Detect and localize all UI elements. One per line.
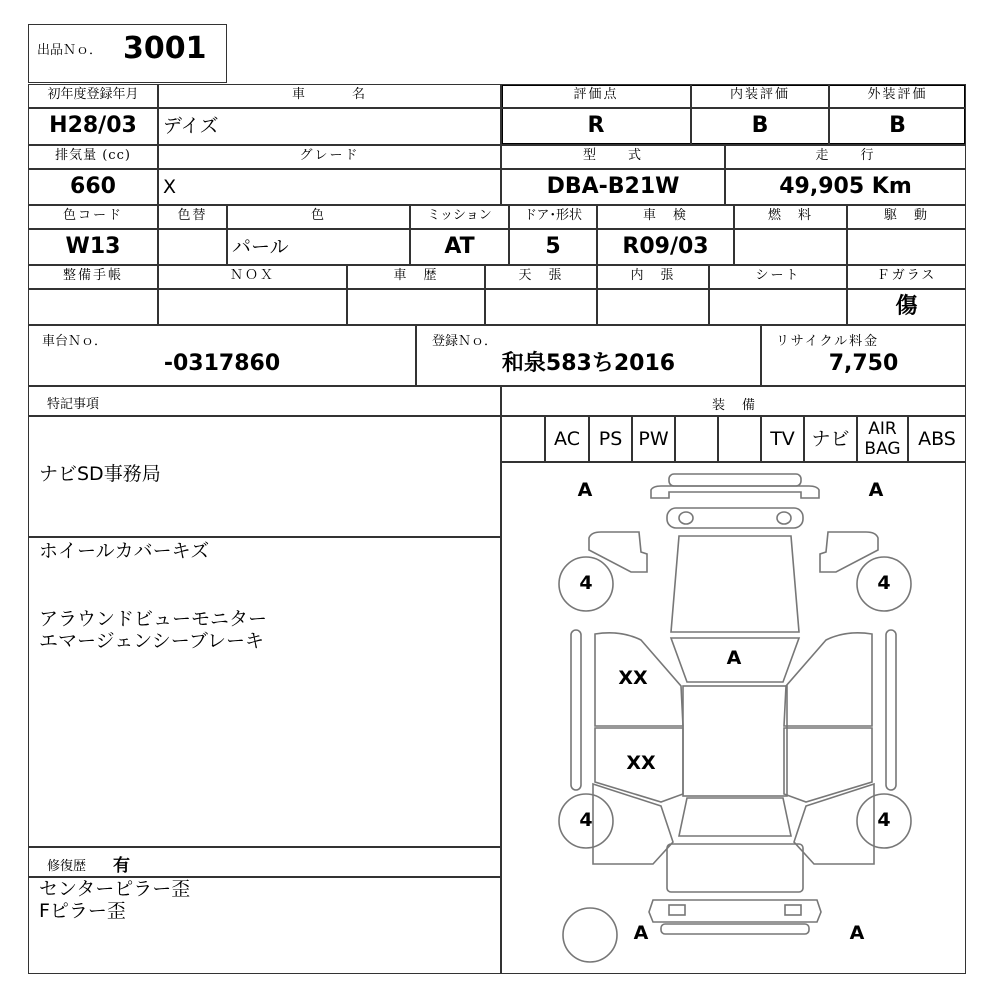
grade-value: X: [158, 169, 501, 205]
door-value: 5: [509, 229, 597, 265]
seat-label: シート: [709, 265, 847, 289]
roof-value: [485, 289, 597, 325]
equipment-label: 装 備: [711, 398, 757, 413]
mark-front-door: XX: [618, 667, 648, 689]
front-bumper-outline: [651, 486, 819, 498]
seat-value: [709, 289, 847, 325]
color-change-label: 色替: [158, 205, 227, 229]
fuel-label: 燃 料: [734, 205, 847, 229]
mileage-label: 走 行: [725, 145, 966, 169]
model-label: 型 式: [501, 145, 725, 169]
equipment-item: ナビ: [804, 416, 857, 462]
interior-score-label: 内装評価: [691, 84, 829, 108]
front-bumper: [669, 474, 801, 486]
history-label: 車 歴: [347, 265, 485, 289]
notes-box-2: [28, 537, 501, 847]
interior-trim-value: [597, 289, 709, 325]
drive-label: 駆 動: [847, 205, 966, 229]
right-rear-door: [784, 728, 872, 802]
color-code-value: W13: [28, 229, 158, 265]
equipment-item: AC: [545, 416, 589, 462]
chassis-label: 車台Ｎｏ．: [42, 334, 108, 349]
repair-header: [28, 847, 501, 877]
f-glass-label: Ｆガラス: [847, 265, 966, 289]
note-line: ナビSD事務局: [39, 463, 161, 485]
right-rear-fender: [794, 784, 874, 864]
hood: [671, 536, 799, 632]
mark-hood: A: [726, 647, 742, 669]
equipment-item: [718, 416, 761, 462]
equipment-item: PS: [589, 416, 632, 462]
notes-label: 特記事項: [47, 397, 100, 412]
right-front-door: [784, 633, 872, 726]
front-grille: [667, 508, 803, 528]
car-name-label: 車 名: [158, 84, 501, 108]
front-grille-emblem-l: [679, 512, 693, 524]
note-line: アラウンドビューモニター: [39, 608, 268, 630]
equipment-header: [501, 386, 966, 416]
notes-header: [28, 386, 501, 416]
tire-rear-left: 4: [579, 809, 593, 831]
mark-front-right: A: [868, 479, 884, 501]
exterior-score-value: B: [829, 108, 966, 145]
note-line: ホイールカバーキズ: [39, 540, 210, 562]
nox-label: ＮＯＸ: [158, 265, 347, 289]
inspection-label: 車 検: [597, 205, 734, 229]
fuel-value: [734, 229, 847, 265]
note-line: エマージェンシーブレーキ: [39, 630, 265, 652]
lot-number-box: [28, 24, 227, 83]
right-front-fender: [820, 532, 878, 572]
color-value: パール: [227, 229, 410, 265]
lot-label: 出品Ｎｏ．: [37, 43, 103, 58]
exterior-score-label: 外装評価: [829, 84, 966, 108]
reg-no-value: 和泉583ち2016: [501, 351, 676, 376]
right-mirror: [886, 630, 896, 790]
repair-value: 有: [113, 856, 130, 876]
displacement-value: 660: [28, 169, 158, 205]
color-change-value: [158, 229, 227, 265]
interior-score-value: B: [691, 108, 829, 145]
repair-line: センターピラー歪: [39, 878, 191, 900]
first-reg-value: H28/03: [28, 108, 158, 145]
roof: [683, 686, 787, 796]
recycle-label: リサイクル料金: [776, 334, 880, 349]
maintenance-value: [28, 289, 158, 325]
roof-label: 天 張: [485, 265, 597, 289]
equipment-item: ABS: [908, 416, 966, 462]
grade-label: グレード: [158, 145, 501, 169]
front-grille-emblem-r: [777, 512, 791, 524]
nox-value: [158, 289, 347, 325]
rear-bumper: [649, 900, 821, 922]
repair-box: [28, 877, 501, 974]
f-glass-value: 傷: [847, 289, 966, 325]
equipment-item: AIR BAG: [857, 416, 908, 462]
tire-front-left: 4: [579, 572, 593, 594]
rear-lamp-r: [785, 905, 801, 915]
mark-rear-right: A: [849, 922, 865, 944]
left-mirror: [571, 630, 581, 790]
notes-box-1: [28, 416, 501, 537]
recycle-value: 7,750: [828, 351, 899, 376]
maintenance-label: 整備手帳: [28, 265, 158, 289]
transmission-value: AT: [410, 229, 509, 265]
car-name-value: デイズ: [158, 108, 501, 145]
inspection-value: R09/03: [597, 229, 734, 265]
mark-rear-door: XX: [626, 752, 656, 774]
equipment-item: TV: [761, 416, 804, 462]
transmission-label: ミッション: [410, 205, 509, 229]
car-diagram: [501, 462, 966, 974]
drive-value: [847, 229, 966, 265]
history-value: [347, 289, 485, 325]
equipment-item: [675, 416, 718, 462]
left-rear-fender: [593, 784, 673, 864]
repair-label: 修復歴: [47, 859, 87, 874]
equipment-item: [501, 416, 545, 462]
repair-line: Fピラー歪: [39, 900, 126, 922]
lot-number: 3001: [123, 31, 207, 66]
model-value: DBA-B21W: [501, 169, 725, 205]
reg-no-label: 登録Ｎｏ．: [432, 334, 498, 349]
tire-front-right: 4: [877, 572, 891, 594]
rear-window: [679, 798, 791, 836]
rear-bumper-lower: [661, 924, 809, 934]
rear-lamp-l: [669, 905, 685, 915]
spare-tire: [563, 908, 617, 962]
chassis-value: -0317860: [163, 351, 281, 376]
color-label: 色: [227, 205, 410, 229]
score-label: 評価点: [501, 84, 691, 108]
mark-front-left: A: [577, 479, 593, 501]
score-value: R: [501, 108, 691, 145]
door-label: ドア･形状: [509, 205, 597, 229]
color-code-label: 色コード: [28, 205, 158, 229]
tailgate: [667, 844, 803, 892]
tire-rear-right: 4: [877, 809, 891, 831]
mark-rear-left: A: [633, 922, 649, 944]
displacement-label: 排気量 (cc): [28, 145, 158, 169]
first-reg-label: 初年度登録年月: [28, 84, 158, 108]
left-front-fender: [589, 532, 647, 572]
interior-trim-label: 内 張: [597, 265, 709, 289]
mileage-value: 49,905 Km: [725, 169, 966, 205]
equipment-item: PW: [632, 416, 675, 462]
